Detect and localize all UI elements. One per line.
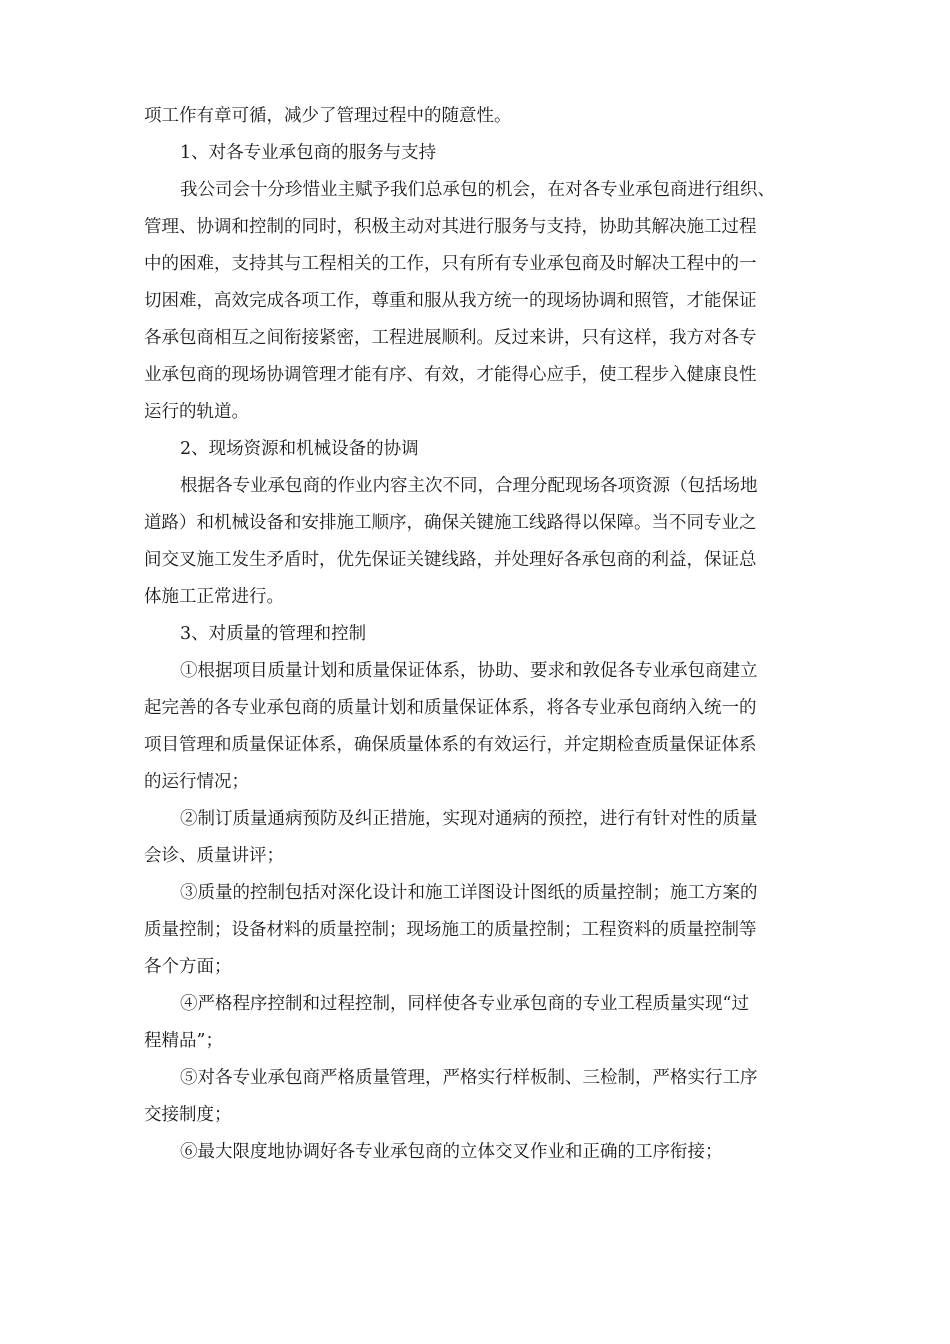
paragraph-quality-item-1 [144, 653, 806, 801]
text-line: 体施工正常进行。 [144, 587, 284, 607]
text-line: 各个方面； [144, 957, 232, 977]
text-line: ④严格程序控制和过程控制，同样使各专业承包商的专业工程质量实现“过 [180, 994, 749, 1014]
paragraph-quality-item-3 [144, 875, 806, 986]
section-heading-3 [144, 616, 806, 653]
paragraph-continuation [144, 98, 806, 135]
heading-text: 1、对各专业承包商的服务与支持 [180, 143, 437, 163]
text-line: ①根据项目质量计划和质量保证体系，协助、要求和敦促各专业承包商建立 [180, 661, 758, 681]
heading-text: 2、现场资源和机械设备的协调 [180, 439, 419, 459]
paragraph-resources-coordination [144, 468, 806, 616]
text-line: 管理、协调和控制的同时，积极主动对其进行服务与支持，协助其解决施工过程 [144, 217, 757, 237]
paragraph-quality-item-5 [144, 1060, 806, 1134]
text-line: 各承包商相互之间衔接紧密，工程进展顺利。反过来讲，只有这样，我方对各专 [144, 328, 757, 348]
text-line: 间交叉施工发生矛盾时，优先保证关键线路，并处理好各承包商的利益，保证总 [144, 550, 757, 570]
paragraph-quality-item-2 [144, 801, 806, 875]
paragraph-service-support [144, 172, 806, 431]
section-heading-2 [144, 431, 806, 468]
paragraph-quality-item-4 [144, 986, 806, 1060]
text-line: ③质量的控制包括对深化设计和施工详图设计图纸的质量控制；施工方案的 [180, 883, 758, 903]
text-line: 运行的轨道。 [144, 402, 249, 422]
text-line: 质量控制；设备材料的质量控制；现场施工的质量控制；工程资料的质量控制等 [144, 920, 757, 940]
text-line: 业承包商的现场协调管理才能有序、有效，才能得心应手，使工程步入健康良性 [144, 365, 757, 385]
text-line: 交接制度； [144, 1105, 232, 1125]
text-line: 的运行情况； [144, 772, 249, 792]
heading-text: 3、对质量的管理和控制 [180, 624, 367, 644]
section-heading-1 [144, 135, 806, 172]
text-line: 中的困难，支持其与工程相关的工作，只有所有专业承包商及时解决工程中的一 [144, 254, 757, 274]
text-line: 项工作有章可循，减少了管理过程中的随意性。 [144, 106, 512, 126]
text-line: 会诊、质量讲评； [144, 846, 284, 866]
document-page [144, 98, 806, 1171]
paragraph-quality-item-6 [144, 1134, 806, 1171]
text-line: ⑤对各专业承包商严格质量管理，严格实行样板制、三检制，严格实行工序 [180, 1068, 758, 1088]
text-line: 项目管理和质量保证体系，确保质量体系的有效运行，并定期检查质量保证体系 [144, 735, 757, 755]
text-line: 道路）和机械设备和安排施工顺序，确保关键施工线路得以保障。当不同专业之 [144, 513, 757, 533]
text-line: 我公司会十分珍惜业主赋予我们总承包的机会，在对各专业承包商进行组织、 [180, 180, 775, 200]
text-line: 切困难，高效完成各项工作，尊重和服从我方统一的现场协调和照管，才能保证 [144, 291, 757, 311]
text-line: 起完善的各专业承包商的质量计划和质量保证体系，将各专业承包商纳入统一的 [144, 698, 757, 718]
text-line: 根据各专业承包商的作业内容主次不同，合理分配现场各项资源（包括场地 [180, 476, 758, 496]
text-line: 程精品”； [144, 1031, 223, 1051]
text-line: ②制订质量通病预防及纠正措施，实现对通病的预控，进行有针对性的质量 [180, 809, 758, 829]
text-line: ⑥最大限度地协调好各专业承包商的立体交叉作业和正确的工序衔接； [180, 1142, 723, 1162]
